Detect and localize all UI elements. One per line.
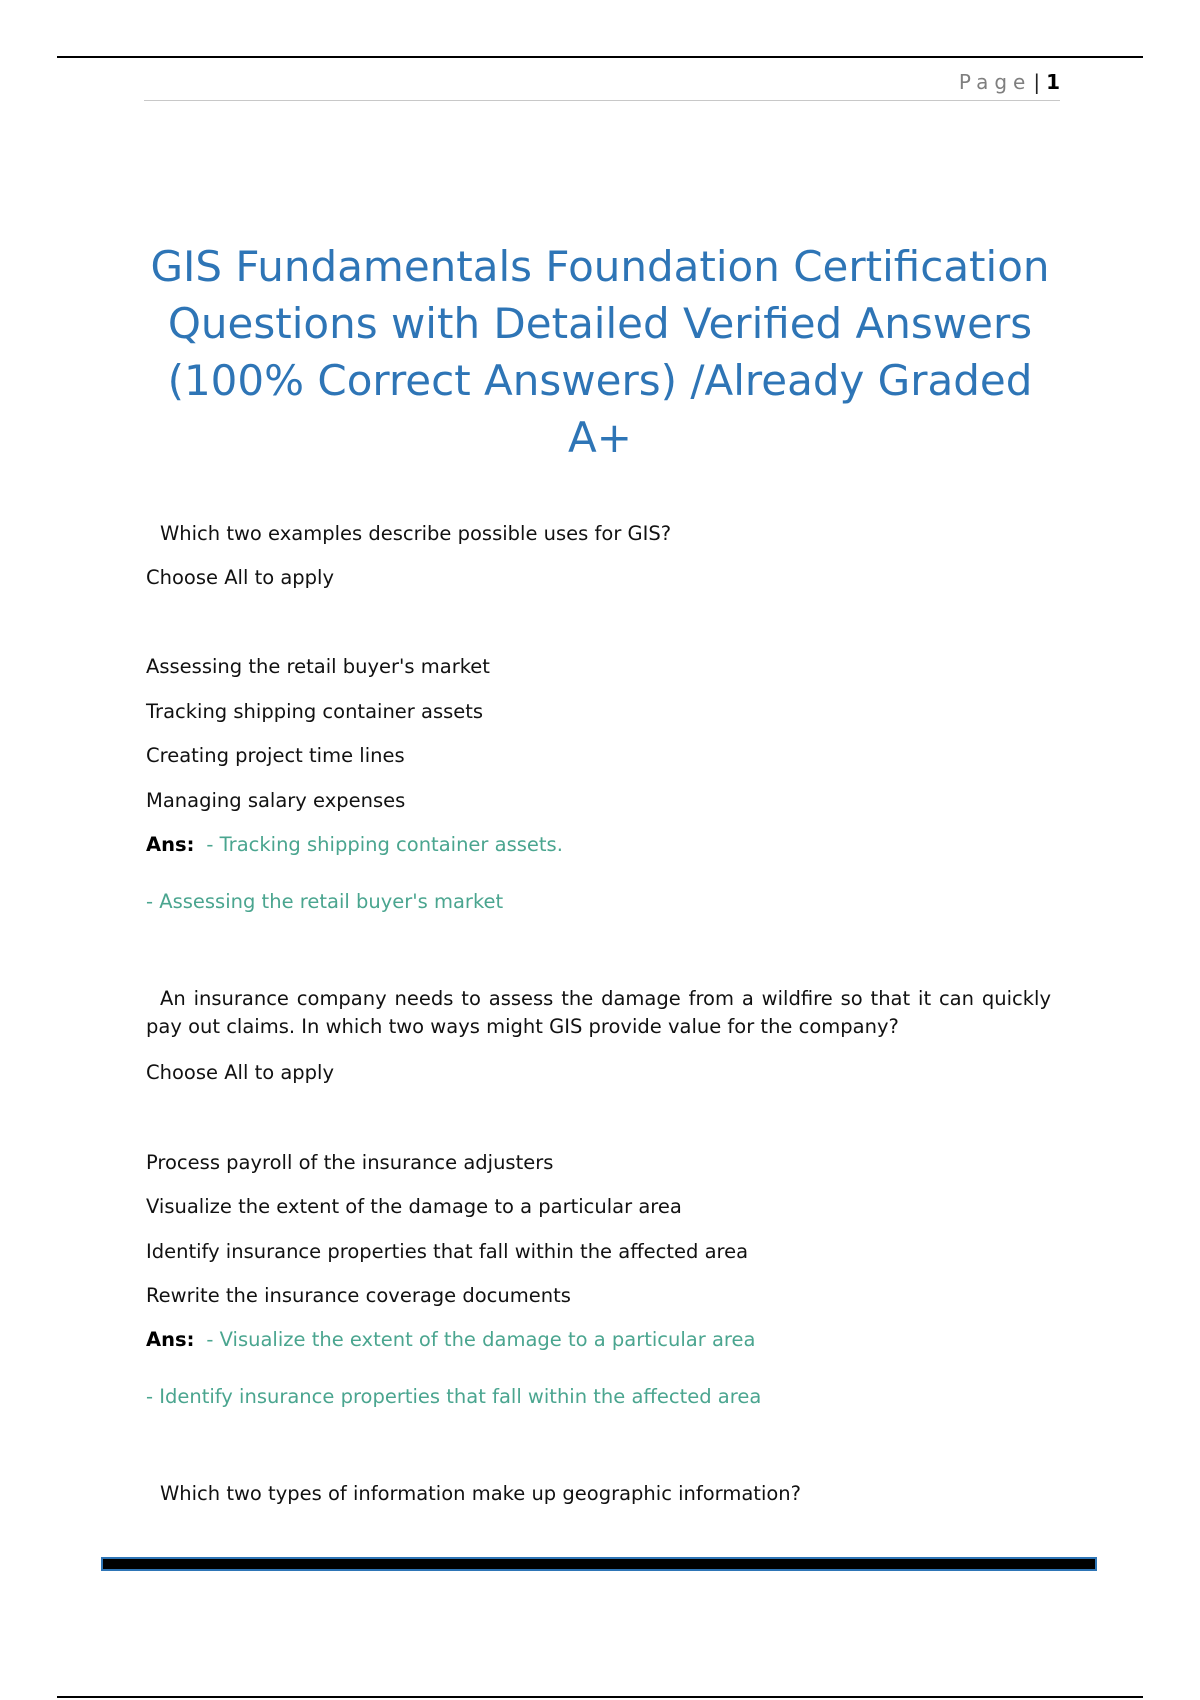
page-header: [144, 70, 1060, 101]
question-1-answer-row: [146, 831, 563, 859]
page-separator: |: [1033, 70, 1041, 94]
top-rule: [57, 56, 1143, 58]
answer-label: Ans:: [146, 833, 195, 856]
question-1-option-1: Assessing the retail buyer's market: [146, 655, 490, 678]
question-3-text: Which two types of information make up geographic information?: [160, 1482, 802, 1505]
question-1-option-3: Creating project time lines: [146, 744, 405, 767]
document-title: GIS Fundamentals Foundation Certification Questions with Detailed Verified Answers (100% Correct Answers) /Already Graded A+: [150, 242, 1050, 462]
question-2-answer-1: - Visualize the extent of the damage to a particular area: [206, 1328, 756, 1351]
question-1-answer-2: - Assessing the retail buyer's market: [146, 890, 504, 913]
question-2-instruction: Choose All to apply: [146, 1061, 335, 1084]
question-2-option-1: Process payroll of the insurance adjusters: [146, 1151, 554, 1174]
question-1-option-4: Managing salary expenses: [146, 789, 406, 812]
question-1-text: Which two examples describe possible uses for GIS?: [160, 522, 672, 545]
question-1-option-2: Tracking shipping container assets: [146, 700, 484, 723]
question-2-text: An insurance company needs to assess the damage from a wildfire so that it can quickly pay out claims. In which two ways might GIS provide value for the company?: [146, 987, 1051, 1038]
footer-bar: [101, 1557, 1097, 1571]
question-1-answer-1: - Tracking shipping container assets.: [206, 833, 563, 856]
answer-label: Ans:: [146, 1328, 195, 1351]
page-label: Page: [958, 70, 1032, 94]
question-2-option-3: Identify insurance properties that fall within the affected area: [146, 1240, 749, 1263]
question-1-instruction: Choose All to apply: [146, 566, 335, 589]
question-2-answer-2: - Identify insurance properties that fall within the affected area: [146, 1385, 762, 1408]
question-2-option-2: Visualize the extent of the damage to a particular area: [146, 1195, 682, 1218]
question-2-answer-row: [146, 1326, 755, 1354]
page-number: 1: [1046, 70, 1060, 94]
bottom-rule: [57, 1696, 1143, 1698]
question-2-option-4: Rewrite the insurance coverage documents: [146, 1284, 571, 1307]
